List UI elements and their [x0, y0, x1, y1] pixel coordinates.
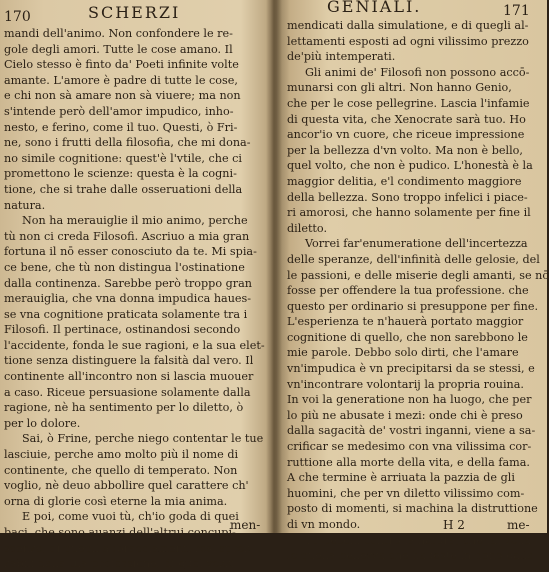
text-line: scenze, di quegli abbracciamenti resi sprez- — [4, 541, 254, 555]
text-line: tione, che si trahe dalle osseruationi della — [4, 182, 243, 196]
text-line: ne, sono i frutti della filosofia, che mi dona- — [4, 136, 251, 150]
text-line: Tu pecchi contro la natura, che fai vena- — [305, 533, 535, 547]
text-line: crificar se medesimo con vna vilissima cor- — [287, 440, 532, 454]
text-line: e chi non sà amare non sà viuere; ma non — [4, 89, 241, 103]
text-line: a caso. Riceue persuasione solamente dalla — [4, 385, 251, 399]
left-page-header — [0, 2, 272, 24]
text-line: munarsi con gli altri. Non hanno Genio, — [287, 81, 512, 95]
text-line: huomini, che per vn diletto vilissimo com- — [287, 486, 525, 500]
text-line: delle speranze, dell'infinità delle gelosie, del — [287, 252, 540, 266]
text-line: continente, che quello di temperato. Non — [4, 463, 238, 477]
text-line: quel volto, che non è pudico. L'honestà è la — [287, 159, 533, 173]
text-line: che per le cose pellegrine. Lascia l'infamie — [287, 96, 530, 110]
text-line: di vn mondo. — [287, 518, 361, 531]
text-line: della bellezza. Sono troppo infelici i piace- — [287, 190, 528, 204]
running-head: SCHERZI — [88, 3, 181, 22]
text-line: gole degli amori. Tutte le cose amano. Il — [4, 42, 233, 56]
text-line: Non ha merauiglie il mio animo, perche — [22, 214, 248, 228]
text-line: voglio, nè deuo abbollire quel carattere ch' — [4, 479, 249, 493]
text-line: continente all'incontro non si lascia muouer — [4, 370, 254, 384]
text-line: natura. — [4, 198, 46, 212]
text-line: fortuna il nō esser conosciuto da te. Mi spia- — [4, 245, 257, 259]
text-line: posto di momenti, si machina la distruttione — [287, 502, 538, 516]
text-line: lettamenti esposti ad ogni vilissimo prezzo — [287, 34, 529, 48]
text-line: merauiglia, che vna donna impudica haues- — [4, 292, 252, 306]
text-line: In voi la generatione non ha luogo, che per — [287, 393, 532, 407]
text-line: L'esperienza te n'hauerà portato maggior — [287, 315, 524, 329]
text-line: no simile cognitione: quest'è l'vtile, che ci — [4, 151, 242, 165]
text-line: cognitione di quello, che non sarebbono le — [287, 330, 528, 344]
text-line: l'accidente, fonda le sue ragioni, e la sua elet- — [4, 338, 265, 352]
text-line: mie parole. Debbo solo dirti, che l'amare — [287, 346, 519, 360]
text-line: lasciuie, perche amo molto più il nome di — [4, 448, 239, 462]
left-page — [0, 0, 272, 571]
text-line: vn'impudica è vn precipitarsi da se stessi, e — [287, 362, 535, 376]
text-line: Cielo stesso è finto da' Poeti infinite volte — [4, 58, 239, 72]
text-line: Vorrei far'enumeratione dell'incertezza — [305, 237, 528, 251]
text-line: dalla sagacità de' vostri inganni, viene a sa- — [287, 424, 536, 438]
text-line: fosse per offendere la tua professione. che — [287, 284, 529, 298]
text-line: lo più ne abusate i mezi: onde chi è preso — [287, 408, 523, 422]
text-line: se vna cognitione praticata solamente tra i — [4, 307, 248, 321]
text-line: ruttione alla morte della vita, e della fama. — [287, 455, 530, 469]
text-line: questo per ordinario si presuppone per fine. — [287, 299, 539, 313]
text-line: Sai, ò Frine, perche niego contentar le tue — [22, 432, 264, 446]
text-line: vn'incontrare volontarij la propria rouina. — [287, 377, 524, 391]
text-line: promettono le scienze: questa è la cogni- — [4, 167, 237, 181]
text-line: baci, che sono auanzi dell'altrui concupi- — [4, 526, 236, 539]
text-line: s'intende però dell'amor impudico, inho- — [4, 104, 234, 118]
text-line: E poi, come vuoi tù, ch'io goda di quei — [22, 510, 239, 524]
text-line: A che termine è arriuata la pazzia de gli — [287, 471, 515, 485]
text-line: dalla continenza. Sarebbe però troppo gran — [4, 276, 253, 290]
text-line: ragione, nè ha sentimento per lo diletto, ò — [4, 401, 244, 415]
page-number: 171 — [503, 3, 530, 19]
text-line: le passioni, e delle miserie degli amanti, se nō — [287, 268, 549, 282]
text-line: mandi dell'animo. Non confondere le re- — [4, 27, 233, 40]
text-line: orna di glorie così eterne la mia anima. — [4, 494, 228, 508]
page-number: 170 — [4, 9, 31, 25]
text-line: mendicati dalla simulatione, e di quegli al- — [287, 19, 529, 32]
text-line: ancor'io vn cuore, che riceue impressione — [287, 128, 525, 142]
text-line: diletto. — [287, 221, 328, 235]
text-line: ri amorosi, che hanno solamente per fine il — [287, 206, 531, 220]
text-line: di questa vita, che Xenocrate sarà tuo. Ho — [287, 112, 526, 126]
catchword: men- — [230, 518, 261, 532]
text-line: Gli animi de' Filosofi non possono accō- — [305, 65, 530, 79]
text-line: per lo dolore. — [4, 416, 81, 430]
text-line: tù non ci creda Filosofi. Ascriuo a mia gran — [4, 229, 250, 243]
text-line: nesto, e ferino, come il tuo. Questi, ò Fri- — [4, 120, 238, 134]
left-page-text — [0, 26, 272, 572]
right-page-text — [275, 18, 547, 564]
signature-mark: H 2 — [443, 518, 465, 532]
running-head: GENIALI. — [327, 0, 422, 16]
text-line: de'più intemperati. — [287, 50, 396, 64]
catchword: me- — [507, 518, 530, 532]
text-line: maggior delitia, e'l condimento maggiore — [287, 174, 522, 188]
text-line: zabili dalla tua professione, di quei vezzi — [4, 557, 235, 571]
text-line: per la bellezza d'vn volto. Ma non è bello, — [287, 143, 523, 157]
right-page — [275, 0, 549, 563]
text-line: ce bene, che tù non distingua l'ostinatione — [4, 260, 245, 274]
text-line: amante. L'amore è padre di tutte le cose, — [4, 73, 238, 87]
text-line: tione senza distinguere la falsità dal vero. Il — [4, 354, 254, 368]
text-line: Filosofi. Il pertinace, ostinandosi secondo — [4, 323, 241, 337]
text-line: le quella bellezza che haueste in dono dalla — [287, 549, 534, 563]
